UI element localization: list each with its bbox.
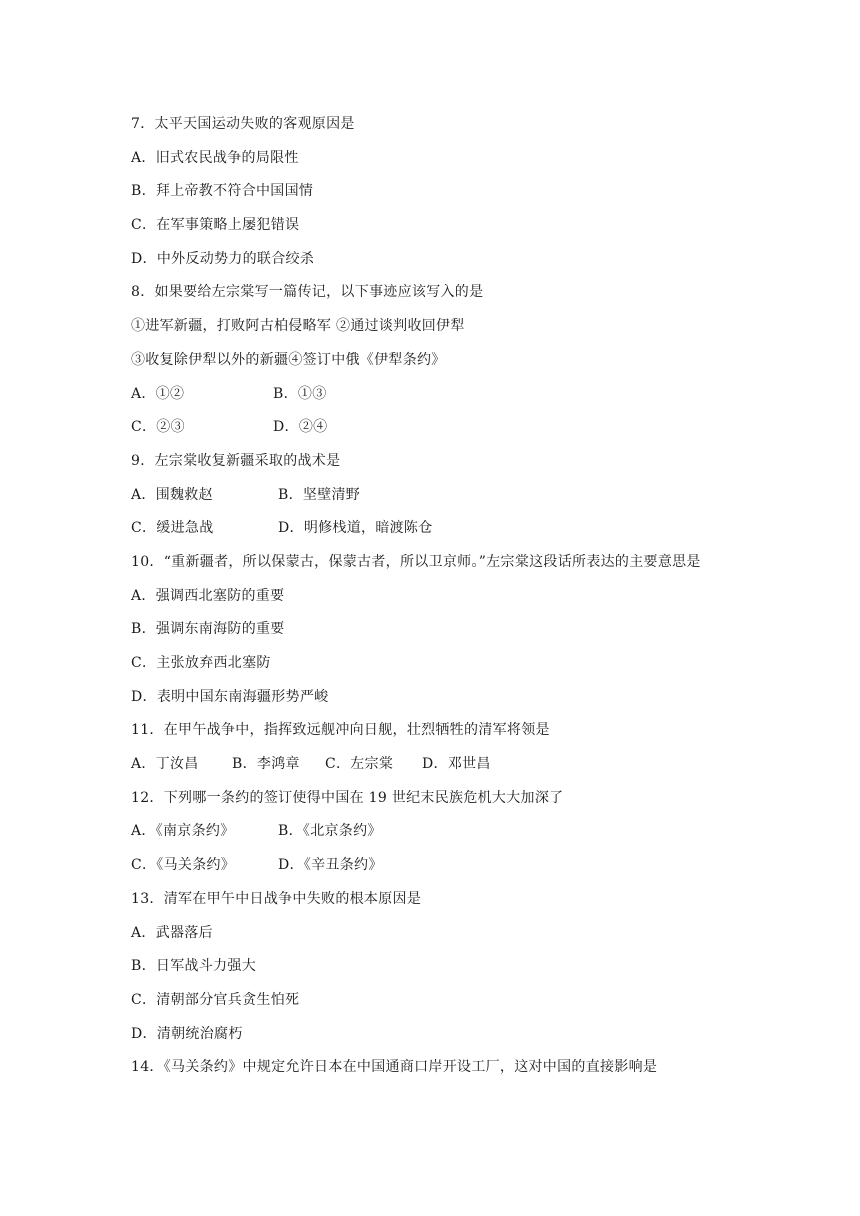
option-9d: D．明修栈道，暗渡陈仓 <box>278 520 433 537</box>
statement-8-1: ①进军新疆，打败阿古柏侵略军 ②通过谈判收回伊犁 <box>131 318 465 335</box>
option-10d: D．表明中国东南海疆形势严峻 <box>131 688 329 705</box>
question-7: 7．太平天国运动失败的客观原因是 <box>131 116 355 132</box>
option-7b: B．拜上帝教不符合中国国情 <box>131 183 314 200</box>
question-12: 12．下列哪一条约的签订使得中国在 19 世纪末民族危机大大加深了 <box>131 789 564 806</box>
option-9c: C．缓进急战 <box>131 520 214 537</box>
option-8b: B．①③ <box>273 385 327 402</box>
question-11: 11．在甲午战争中，指挥致远舰冲向日舰，壮烈牺牲的清军将领是 <box>131 722 550 739</box>
question-10: 10．“重新疆者，所以保蒙古，保蒙古者，所以卫京师。”左宗棠这段话所表达的主要意思是 <box>131 553 701 570</box>
question-14: 14．《马关条约》中规定允许日本在中国通商口岸开设工厂，这对中国的直接影响是 <box>131 1059 658 1076</box>
option-13a: A．武器落后 <box>131 924 213 941</box>
option-8a: A．①② <box>131 385 185 402</box>
options-12-ab <box>131 815 741 849</box>
option-10b: B．强调东南海防的重要 <box>131 621 285 638</box>
option-9b: B．坚壁清野 <box>278 486 361 503</box>
option-11d: D．邓世昌 <box>422 756 491 773</box>
options-8-ab <box>131 378 741 412</box>
statement-8-2: ③收复除伊犁以外的新疆④签订中俄《伊犁条约》 <box>131 351 446 368</box>
option-7c: C．在军事策略上屡犯错误 <box>131 217 300 234</box>
option-11b: B．李鸿章 <box>232 756 300 773</box>
options-11 <box>131 748 741 782</box>
option-13b: B．日军战斗力强大 <box>131 958 256 975</box>
options-9-ab <box>131 479 741 513</box>
options-8-cd <box>131 411 741 445</box>
option-12a: A．《南京条约》 <box>131 823 235 840</box>
option-11a: A．丁汝昌 <box>131 756 199 773</box>
option-11c: C．左宗棠 <box>325 756 394 773</box>
option-12b: B．《北京条约》 <box>278 823 382 840</box>
option-8c: C．②③ <box>131 419 185 436</box>
option-7d: D．中外反动势力的联合绞杀 <box>131 250 315 267</box>
options-9-cd <box>131 512 741 546</box>
question-13: 13．清军在甲午中日战争中失败的根本原因是 <box>131 890 422 907</box>
question-9: 9．左宗棠收复新疆采取的战术是 <box>131 452 341 469</box>
option-13d: D．清朝统治腐朽 <box>131 1025 243 1042</box>
option-9a: A．围魏救赵 <box>131 486 213 503</box>
question-list <box>131 108 741 1085</box>
option-12c: C．《马关条约》 <box>131 857 236 874</box>
question-8: 8．如果要给左宗棠写一篇传记，以下事迹应该写入的是 <box>131 284 484 301</box>
option-13c: C．清朝部分官兵贪生怕死 <box>131 991 300 1008</box>
option-10c: C．主张放弃西北塞防 <box>131 655 271 672</box>
option-10a: A．强调西北塞防的重要 <box>131 587 285 604</box>
option-7a: A．旧式农民战争的局限性 <box>131 149 299 166</box>
option-12d: D．《辛丑条约》 <box>278 857 383 874</box>
options-12-cd <box>131 849 741 883</box>
option-8d: D．②④ <box>273 419 328 436</box>
